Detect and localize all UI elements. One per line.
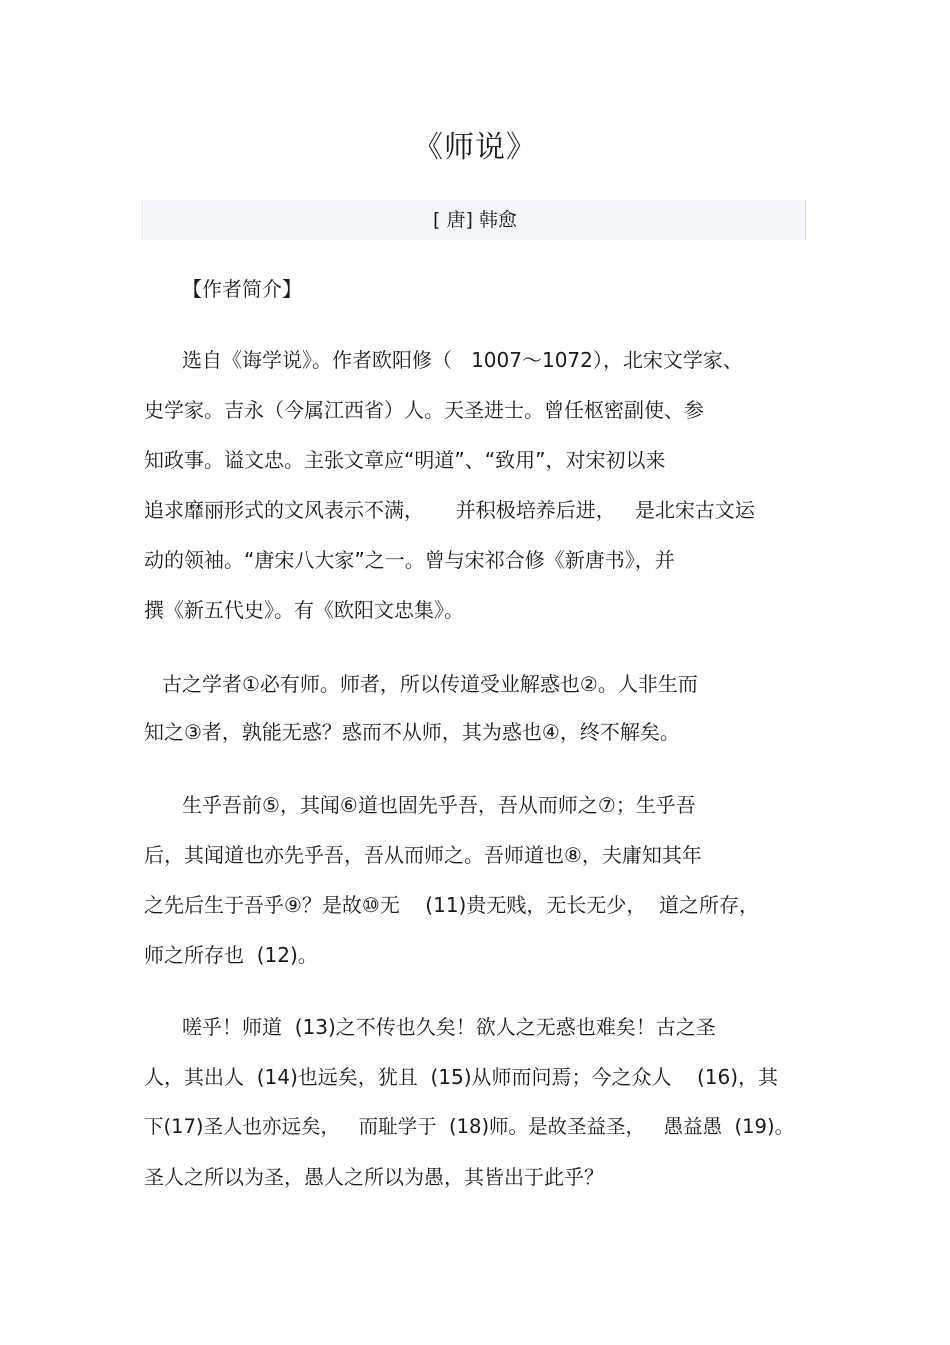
intro-line: 知政事。谥文忠。主张文章应“明道”、“致用”，对宋初以来 <box>144 448 666 472</box>
intro-line: 撰《新五代史》。有《欧阳文忠集》。 <box>144 598 464 622</box>
para2-line: 之先后生于吾乎⑨？是故⑩无 (11)贵无贱，无长无少， 道之所存， <box>144 893 760 917</box>
intro-line: 追求靡丽形式的文风表示不满， 并积极培养后进， 是北宋古文运 <box>144 498 755 522</box>
para3-line: 嗟乎！师道 (13)之不传也久矣！欲人之无惑也难矣！古之圣 <box>182 1015 716 1039</box>
intro-line: 动的领袖。“唐宋八大家”之一。曾与宋祁合修《新唐书》，并 <box>144 548 675 572</box>
para1-line: 知之③者，孰能无惑？惑而不从师，其为惑也④，终不解矣。 <box>144 720 680 744</box>
intro-line: 史学家。吉永（今属江西省）人。天圣进士。曾任枢密副使、参 <box>144 398 704 422</box>
para2-line: 后，其闻道也亦先乎吾，吾从而师之。吾师道也⑧，夫庸知其年 <box>144 843 702 867</box>
para2-line: 生乎吾前⑤，其闻⑥道也固先乎吾，吾从而师之⑦；生乎吾 <box>182 793 696 817</box>
section-heading: 【作者简介】 <box>182 277 302 301</box>
author-bar <box>142 200 806 240</box>
para2-line: 师之所存也 (12)。 <box>144 943 318 967</box>
para3-line: 圣人之所以为圣，愚人之所以为愚，其皆出于此乎？ <box>144 1165 604 1189</box>
page-title: 《师说》 <box>413 130 537 165</box>
author-name: [ 唐] 韩愈 <box>433 209 517 231</box>
para3-line: 下(17)圣人也亦远矣， 而耻学于 (18)师。是故圣益圣， 愚益愚 (19)。 <box>144 1115 795 1138</box>
para1-line: 古之学者①必有师。师者，所以传道受业解惑也②。人非生而 <box>162 672 698 696</box>
intro-line: 选自《诲学说》。作者欧阳修（ 1007～1072），北宋文学家、 <box>182 348 743 372</box>
para3-line: 人，其出人 (14)也远矣，犹且 (15)从师而问焉；今之众人 (16)，其 <box>144 1065 779 1089</box>
